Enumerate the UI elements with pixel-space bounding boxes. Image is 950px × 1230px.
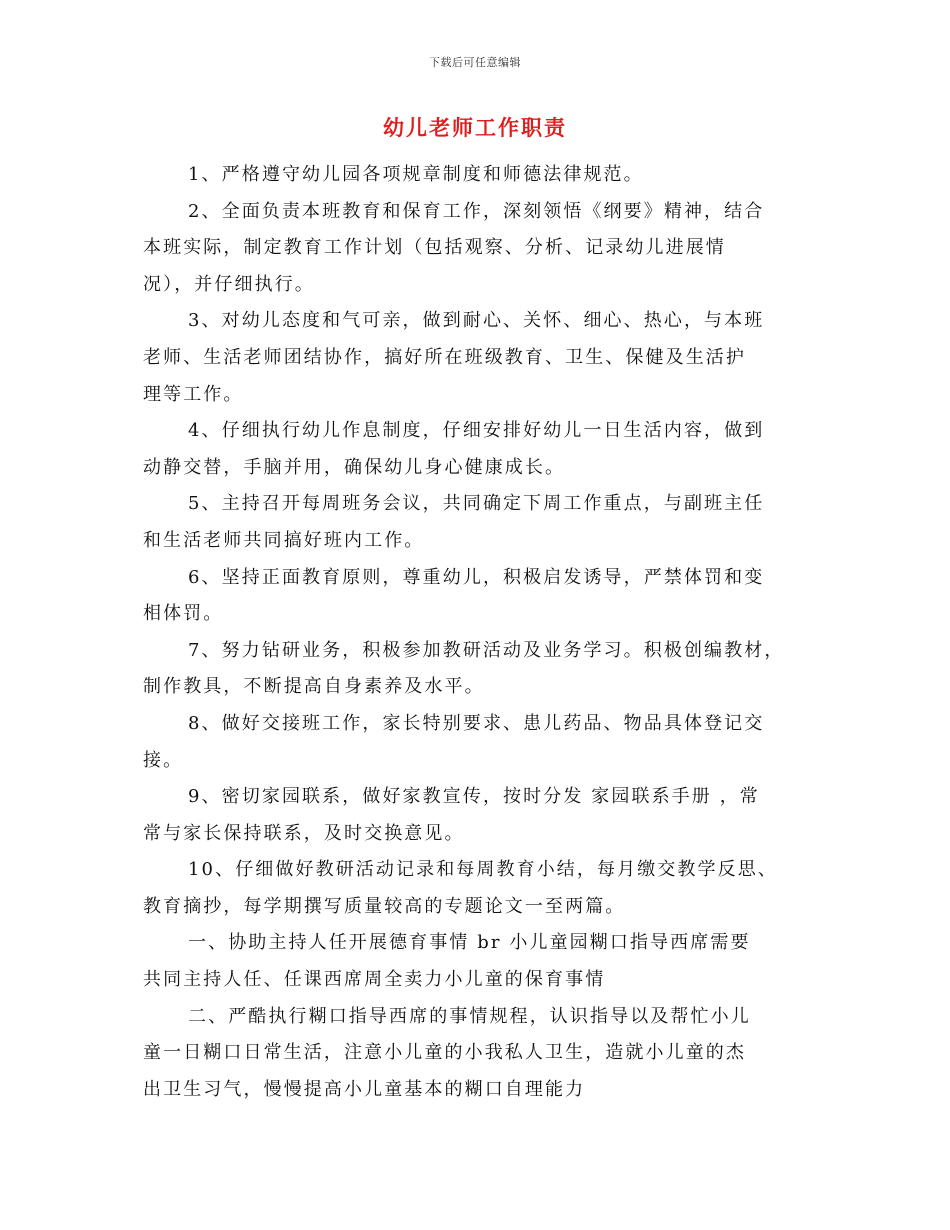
paragraph-7 (143, 633, 813, 706)
paragraph-line: 共同主持人任、任课西席周全卖力小儿童的保育事情 (143, 969, 606, 991)
paragraph-5 (143, 486, 813, 559)
paragraph-line: 出卫生习气，慢慢提高小儿童基本的糊口自理能力 (143, 1078, 586, 1100)
paragraph-8 (143, 706, 813, 779)
paragraph-line: 3、对幼儿态度和气可亲，做到耐心、关怀、细心、热心，与本班 (188, 310, 765, 332)
paragraph-line: 接。 (143, 749, 184, 771)
paragraph-1 (143, 157, 813, 194)
page-header-note: 下载后可任意编辑 (429, 56, 521, 69)
paragraph-line: 和生活老师共同搞好班内工作。 (143, 529, 425, 551)
paragraph-line: 理等工作。 (143, 383, 244, 405)
paragraph-line: 动静交替，手脑并用，确保幼儿身心健康成长。 (143, 456, 566, 478)
paragraph-line: 一、协助主持人任开展德育事情 br 小儿童园糊口指导西席需要 (188, 932, 751, 954)
paragraph-line: 5、主持召开每周班务会议，共同确定下周工作重点，与副班主任 (188, 493, 765, 515)
paragraph-9 (143, 779, 813, 852)
paragraph-line: 况），并仔细执行。 (143, 273, 315, 295)
paragraph-4 (143, 413, 813, 486)
paragraph-line: 童一日糊口日常生活，注意小儿童的小我私人卫生，造就小儿童的杰 (143, 1042, 746, 1064)
paragraph-line: 相体罚。 (143, 603, 224, 625)
paragraph-line: 6、坚持正面教育原则，尊重幼儿，积极启发诱导，严禁体罚和变 (188, 566, 765, 588)
paragraph-line: 常与家长保持联系，及时交换意见。 (143, 822, 465, 844)
paragraph-line: 2、全面负责本班教育和保育工作，深刻领悟《纲要》精神，结合 (188, 200, 765, 222)
paragraph-2 (143, 194, 813, 304)
document-body (143, 157, 813, 1108)
paragraph-line: 8、做好交接班工作，家长特别要求、患儿药品、物品具体登记交 (188, 712, 765, 734)
paragraph-line: 制作教具，不断提高自身素养及水平。 (143, 676, 485, 698)
document-title: 幼儿老师工作职责 (383, 115, 567, 140)
paragraph-3 (143, 303, 813, 413)
paragraph-10 (143, 852, 813, 925)
paragraph-line: 老师、生活老师团结协作，搞好所在班级教育、卫生、保健及生活护 (143, 346, 746, 368)
paragraph-line: 4、仔细执行幼儿作息制度，仔细安排好幼儿一日生活内容，做到 (188, 420, 765, 442)
paragraph-line: 教育摘抄，每学期撰写质量较高的专题论文一至两篇。 (143, 895, 626, 917)
paragraph-12 (143, 999, 813, 1109)
paragraph-line: 10、仔细做好教研活动记录和每周教育小结，每月缴交教学反思、 (188, 859, 778, 881)
paragraph-line: 7、努力钻研业务，积极参加教研活动及业务学习。积极创编教材， (188, 639, 785, 661)
paragraph-line: 1、严格遵守幼儿园各项规章制度和师德法律规范。 (188, 164, 644, 185)
paragraph-6 (143, 560, 813, 633)
paragraph-11 (143, 925, 813, 998)
paragraph-line: 二、严酷执行糊口指导西席的事情规程，认识指导以及帮忙小儿 (188, 1005, 751, 1027)
paragraph-line: 9、密切家园联系，做好家教宣传，按时分发 家园联系手册 ，常 (188, 786, 760, 808)
paragraph-line: 本班实际，制定教育工作计划（包括观察、分析、记录幼儿进展情 (143, 237, 726, 259)
